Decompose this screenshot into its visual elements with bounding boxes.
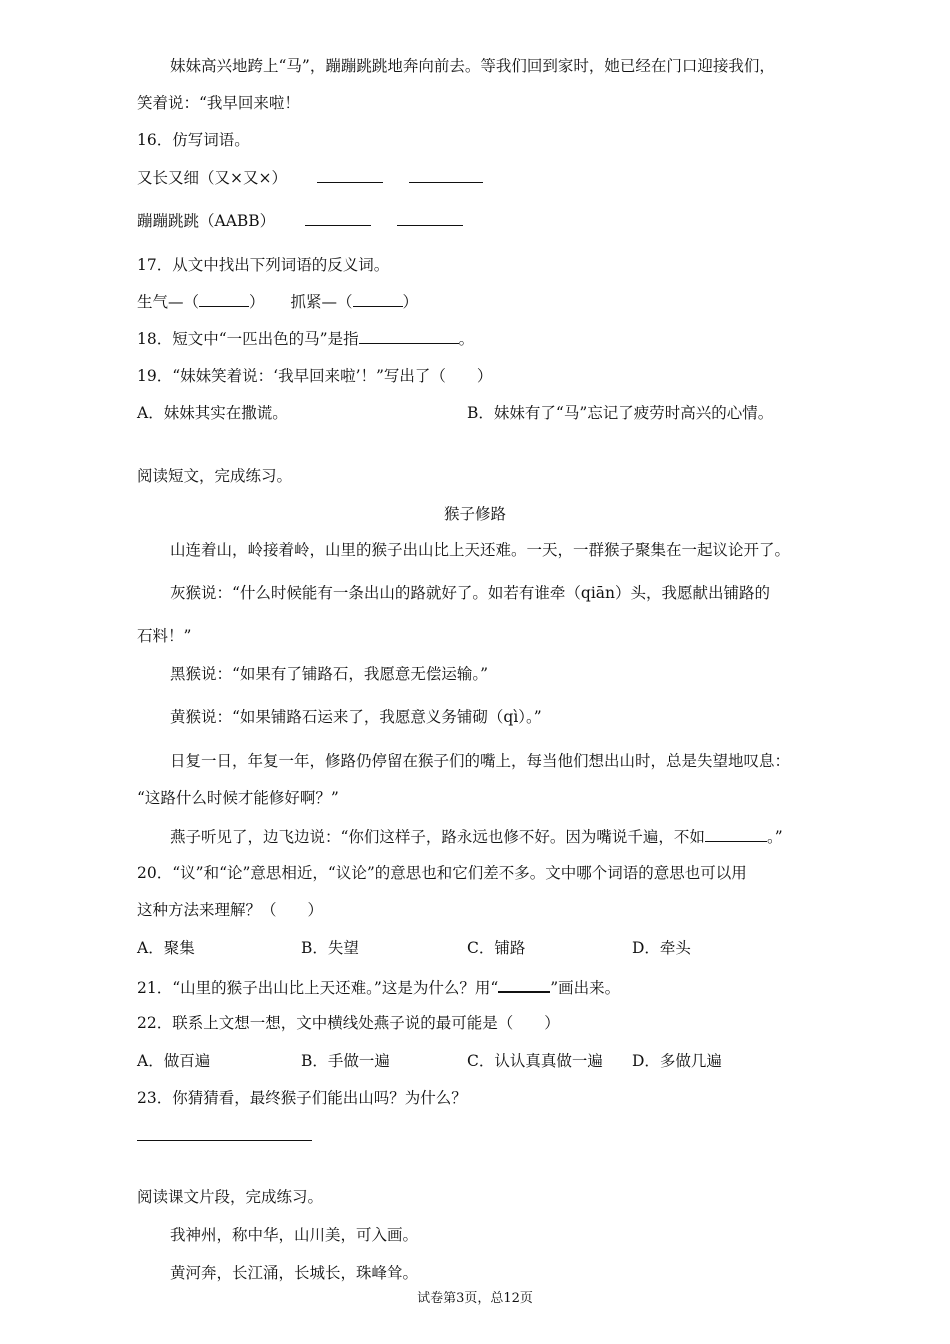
question-18-stem: 18．短文中“一匹出色的马”是指 [137,330,359,348]
question-16-row1 [137,166,483,189]
option-c[interactable]: C．认认真真做一遍 [467,1052,603,1070]
answer-blank[interactable] [353,290,403,307]
section-intro: 阅读课文片段，完成练习。 [137,1188,324,1206]
period: 。 [458,330,475,348]
passage-line: 山连着山，岭接着岭，山里的猴子出山比上天还难。一天，一群猴子聚集在一起议论开了。 [170,541,791,559]
passage-line: 日复一日，年复一年，修路仍停留在猴子们的嘴上，每当他们想出山时，总是失望地叹息： [170,752,791,770]
antonym-item: 生气—（ [137,293,200,311]
page-footer: 试卷第3页，总12页 [417,1291,533,1306]
question-16-row2 [137,209,463,232]
option-a[interactable]: A．做百遍 [137,1052,211,1070]
passage-line: 笑着说：“我早回来啦！ [137,94,300,112]
question-21-end: ”画出来。 [550,979,621,997]
passage-line: 黄猴说：“如果铺路石运来了，我愿意义务铺砌（qì）。” [170,708,542,726]
answer-blank[interactable] [705,825,767,842]
passage-line: “这路什么时候才能修好啊？” [137,789,339,807]
section-intro: 阅读短文，完成练习。 [137,467,293,485]
answer-blank[interactable] [305,209,371,226]
row-label: 又长又细（又×又×） [137,169,287,187]
question-22-stem: 22．联系上文想一想，文中横线处燕子说的最可能是（ ） [137,1014,560,1032]
answer-blank[interactable] [359,327,459,344]
question-17-items [137,290,418,313]
question-21 [137,975,620,999]
passage-line [170,825,783,848]
question-21-stem: 21．“山里的猴子出山比上天还难。”这是为什么？用“ [137,979,499,997]
question-23-stem: 23．你猜猜看，最终猴子们能出山吗？为什么？ [137,1089,467,1107]
bracket: ） [402,293,419,311]
question-20-line1: 20．“议”和“论”意思相近，“议论”的意思也和它们差不多。文中哪个词语的意思也可以用 [137,864,747,882]
question-17-stem: 17．从文中找出下列词语的反义词。 [137,256,390,274]
question-16-stem: 16．仿写词语。 [137,131,250,149]
question-18 [137,327,474,350]
underline-sample [498,975,550,993]
passage-line: 黑猴说：“如果有了铺路石，我愿意无偿运输。” [170,665,489,683]
bracket: ） [249,293,265,311]
option-b[interactable]: B．手做一遍 [301,1052,390,1070]
answer-blank[interactable] [199,290,249,307]
answer-blank[interactable] [397,209,463,226]
question-20-line2: 这种方法来理解？（ ） [137,901,324,919]
passage-line: 石料！” [137,627,192,645]
answer-line[interactable] [137,1140,312,1141]
question-19-stem: 19．“妹妹笑着说：‘我早回来啦’！”写出了（ ） [137,367,493,385]
passage-line: 黄河奔，长江涌，长城长，珠峰耸。 [170,1264,419,1282]
passage-text: 。” [766,828,783,846]
passage-title: 猴子修路 [443,505,506,523]
option-a[interactable]: A．妹妹其实在撒谎。 [137,404,288,422]
option-a[interactable]: A．聚集 [137,939,195,957]
passage-line: 妹妹高兴地跨上“马”，蹦蹦跳跳地奔向前去。等我们回到家时，她已经在门口迎接我们， [170,57,775,75]
option-c[interactable]: C．铺路 [467,939,526,957]
answer-blank[interactable] [409,166,483,183]
passage-line: 灰猴说：“什么时候能有一条出山的路就好了。如若有谁牵（qiān）头，我愿献出铺路的 [170,584,771,602]
antonym-item: 抓紧—（ [290,293,353,311]
option-b[interactable]: B．妹妹有了“马”忘记了疲劳时高兴的心情。 [467,404,774,422]
option-b[interactable]: B．失望 [301,939,359,957]
passage-text: 燕子听见了，边飞边说：“你们这样子，路永远也修不好。因为嘴说千遍，不如 [170,828,705,846]
answer-blank[interactable] [317,166,383,183]
row-label: 蹦蹦跳跳（AABB） [137,212,276,230]
passage-line: 我神州，称中华，山川美，可入画。 [170,1226,419,1244]
option-d[interactable]: D．多做几遍 [632,1052,722,1070]
option-d[interactable]: D．牵头 [632,939,691,957]
